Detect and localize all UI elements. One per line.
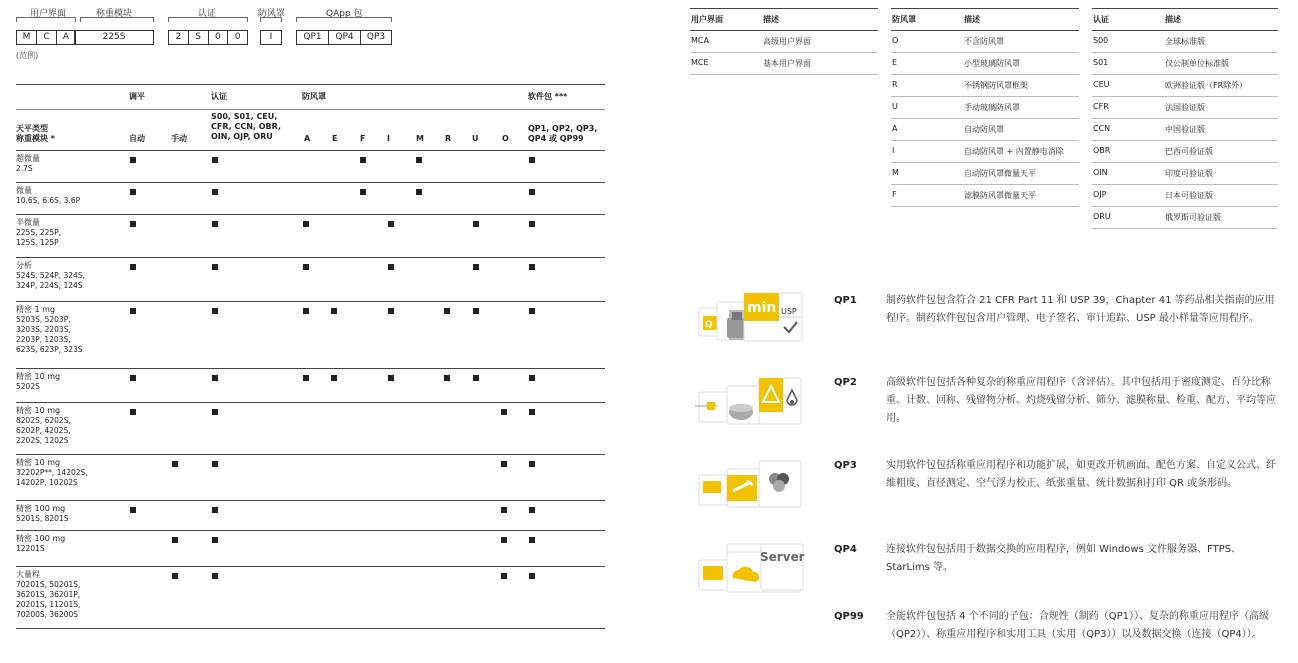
row-label: [16, 305, 83, 355]
availability-mark-sw: [529, 264, 535, 270]
availability-mark-O: [501, 409, 507, 415]
draft-table-row: [891, 31, 1079, 53]
draft-table-description: 小型玻璃防风罩: [964, 59, 1020, 68]
col-type: 天平类型 称重模块 *: [16, 124, 55, 143]
balance-type: 分析: [16, 261, 32, 270]
model-list: 2.7S: [16, 164, 33, 173]
table-row: [16, 182, 605, 215]
availability-mark-sw: [529, 157, 535, 163]
draft-code: I: [269, 32, 273, 42]
header-leveling: 调平: [129, 92, 145, 101]
draft-table-description: 手动玻璃防风罩: [964, 103, 1020, 112]
availability-mark-A: [303, 308, 309, 314]
draft-table-code: I: [892, 146, 895, 155]
availability-mark-O: [501, 507, 507, 513]
availability-mark-sw: [529, 375, 535, 381]
cert-table-row: [1092, 53, 1278, 75]
balance-type: 精密 10 mg: [16, 458, 61, 467]
cert-table-description: 法国验证版: [1165, 103, 1205, 112]
cert-code-box: [168, 30, 248, 45]
label-ui: 用户界面: [30, 9, 67, 19]
availability-mark-auto: [130, 264, 136, 270]
draft-col-A: A: [304, 134, 311, 143]
draft-table-row: [891, 141, 1079, 163]
cert-table-body: [1092, 31, 1278, 229]
draft-table-h2: 描述: [964, 15, 980, 24]
server-connect-icon: [689, 538, 804, 598]
cert-table-description: 仅公制单位标准版: [1165, 59, 1229, 68]
row-label: [16, 186, 80, 206]
cert-table-code: ORU: [1093, 212, 1111, 221]
ui-table-description: 基本用户界面: [763, 59, 811, 68]
bracket: [168, 17, 248, 22]
cert-table-row: [1092, 185, 1278, 207]
cert-table-row: [1092, 119, 1278, 141]
availability-mark-cert: [212, 189, 218, 195]
availability-mark-U: [473, 264, 479, 270]
package-code: QP1: [297, 31, 329, 44]
label-cert: 认证: [198, 9, 217, 19]
row-label: [16, 504, 68, 524]
package-code: QP4: [329, 31, 361, 44]
availability-mark-auto: [130, 189, 136, 195]
package-desc-qp3: 实用软件包包括称重应用程序和功能扩展，如更改开机画面、配色方案、自定义公式、纤维粗度、直径测定、空气浮力校正、纸张重量、统计数据和打印 QR 或条形码。: [886, 460, 1276, 489]
col-cert: S00, S01, CEU, CFR, CCN, OBR, OIN, OJP, ORU: [211, 112, 281, 141]
bracket: [16, 17, 76, 22]
draft-col-I: I: [387, 134, 390, 143]
ui-table-row: [690, 53, 878, 75]
draft-table: [891, 8, 1079, 207]
draft-table-code: U: [892, 102, 898, 111]
availability-mark-I: [388, 308, 394, 314]
availability-mark-O: [501, 573, 507, 579]
availability-mark-manual: [172, 573, 178, 579]
row-label: [16, 218, 61, 248]
cert-table-code: OJP: [1093, 190, 1107, 199]
draft-table-row: [891, 97, 1079, 119]
table-row: [16, 530, 605, 567]
module-code: 225S: [102, 32, 126, 42]
availability-mark-cert: [212, 461, 218, 467]
cert-table-description: 印度可验证版: [1165, 169, 1213, 178]
balance-type: 精密 100 mg: [16, 534, 66, 543]
draft-col-M: M: [416, 134, 424, 143]
table-row: [16, 301, 605, 369]
balance-type: 精密 10 mg: [16, 406, 61, 415]
table-bottom-rule: [16, 628, 605, 629]
draft-table-row: [891, 75, 1079, 97]
package-desc-qp4: 连接软件包包括用于数据交换的应用程序，例如 Windows 文件服务器、FTPS、StarLims 等。: [886, 544, 1242, 573]
cert-table-header: [1092, 8, 1278, 31]
table-row: [16, 454, 605, 501]
availability-mark-sw: [529, 461, 535, 467]
module-code-box: [74, 30, 154, 45]
availability-mark-auto: [130, 409, 136, 415]
package-code: QP3: [366, 32, 386, 42]
table-row: [16, 257, 605, 302]
label-draft: 防风罩: [258, 9, 286, 19]
availability-mark-A: [303, 375, 309, 381]
group-header-row: [16, 84, 605, 110]
utility-tools-icon: [689, 455, 804, 515]
availability-mark-E: [331, 308, 337, 314]
table-row: [16, 368, 605, 403]
availability-mark-I: [388, 221, 394, 227]
balance-type: 精密 10 mg: [16, 372, 61, 381]
cert-table-code: CEU: [1093, 80, 1110, 89]
label-qapp: QApp 包: [326, 9, 363, 19]
row-label: [16, 458, 88, 488]
cert-table-description: 巴西可验证版: [1165, 147, 1213, 156]
draft-table-body: [891, 31, 1079, 207]
availability-mark-manual: [172, 537, 178, 543]
package-desc-qp99: 全能软件包包括 4 个不同的子包：合规性（制药（QP1））、复杂的称重应用程序（高级（QP2））、称重应用程序和实用工具（实用（QP3））以及数据交换（连接（QP4））。: [886, 611, 1269, 640]
cert-table-description: 全球标准版: [1165, 37, 1205, 46]
draft-col-E: E: [332, 134, 338, 143]
availability-mark-sw: [529, 507, 535, 513]
availability-mark-R: [444, 308, 450, 314]
cert-table-row: [1092, 97, 1278, 119]
ui-table-row: [690, 31, 878, 53]
availability-mark-auto: [130, 308, 136, 314]
cert-code: 0: [234, 32, 241, 42]
availability-mark-M: [416, 157, 422, 163]
balance-type: 微量: [16, 186, 32, 195]
ui-code: M: [17, 31, 37, 44]
balance-type: 精密 100 mg: [16, 504, 66, 513]
draft-table-code: A: [892, 124, 898, 133]
availability-mark-F: [360, 189, 366, 195]
table-row: [16, 214, 605, 258]
balance-type: 精密 1 mg: [16, 305, 56, 314]
ui-code: A: [62, 32, 70, 42]
draft-table-code: R: [892, 80, 898, 89]
package-code-qp99: QP99: [834, 611, 864, 622]
bracket: [80, 17, 154, 22]
availability-mark-auto: [130, 375, 136, 381]
model-list: 32202P**, 14202S, 14202P, 10202S: [16, 468, 88, 487]
ui-table-body: [690, 31, 878, 75]
draft-table-description: 自动防风罩微量天平: [964, 169, 1036, 178]
availability-mark-U: [473, 221, 479, 227]
package-code-box: [296, 30, 392, 45]
draft-table-row: [891, 163, 1079, 185]
svg-text:USP: USP: [781, 307, 797, 316]
availability-mark-cert: [212, 157, 218, 163]
row-label: [16, 534, 65, 554]
availability-mark-A: [303, 221, 309, 227]
availability-mark-R: [444, 375, 450, 381]
cert-table-row: [1092, 163, 1278, 185]
draft-table-row: [891, 53, 1079, 75]
cert-table-row: [1092, 207, 1278, 229]
table-row: [16, 566, 605, 627]
server-icon-label: Server: [760, 550, 805, 564]
draft-table-h1: 防风罩: [892, 15, 916, 24]
availability-mark-F: [360, 157, 366, 163]
draft-table-code: E: [892, 58, 898, 67]
table-row: [16, 500, 605, 531]
availability-mark-auto: [130, 157, 136, 163]
ui-table-description: 高级用户界面: [763, 37, 811, 46]
package-code-qp1: QP1: [834, 295, 857, 306]
cert-table-code: OBR: [1093, 146, 1111, 155]
cert-table-h1: 认证: [1093, 15, 1109, 24]
row-label: [16, 372, 60, 392]
ui-table-header: [690, 8, 878, 31]
cert-table-description: 中国验证版: [1165, 125, 1205, 134]
package-code-qp2: QP2: [834, 377, 857, 388]
availability-mark-sw: [529, 308, 535, 314]
model-list: 10.6S, 6.6S, 3.6P: [16, 196, 81, 205]
cert-table-row: [1092, 75, 1278, 97]
availability-mark-sw: [529, 409, 535, 415]
cert-table-row: [1092, 31, 1278, 53]
draft-code-box: [260, 30, 282, 45]
availability-mark-O: [501, 461, 507, 467]
availability-mark-O: [501, 537, 507, 543]
availability-mark-manual: [172, 461, 178, 467]
package-code-qp4: QP4: [834, 544, 857, 555]
draft-table-header: [891, 8, 1079, 31]
header-software: 软件包 ***: [528, 92, 568, 101]
bracket: [296, 17, 392, 22]
ui-code-box: [16, 30, 76, 45]
model-list: 12201S: [16, 544, 45, 553]
availability-mark-U: [473, 375, 479, 381]
draft-table-code: F: [892, 190, 897, 199]
availability-mark-I: [388, 264, 394, 270]
pharma-weighing-icon: [689, 290, 804, 350]
cert-table-description: 日本可验证版: [1165, 191, 1213, 200]
row-label: [16, 406, 71, 446]
draft-col-F: F: [360, 134, 366, 143]
balance-type: 半微量: [16, 218, 40, 227]
cert-table-code: S00: [1093, 36, 1109, 45]
availability-mark-sw: [529, 537, 535, 543]
model-list: 8202S, 6202S, 6202P, 4202S, 2202S, 1202S: [16, 416, 71, 445]
example-note: (范例): [16, 51, 39, 60]
availability-mark-auto: [130, 507, 136, 513]
draft-table-code: O: [892, 36, 899, 45]
package-code-qp3: QP3: [834, 460, 857, 471]
model-list: 524S, 524P, 324S, 324P, 224S, 124S: [16, 271, 85, 290]
availability-mark-cert: [212, 573, 218, 579]
ui-table: [690, 8, 878, 75]
availability-mark-cert: [212, 537, 218, 543]
availability-mark-sw: [529, 189, 535, 195]
cert-code: 0: [209, 31, 229, 44]
draft-table-description: 自动防风罩 + 内置静电消除: [964, 147, 1064, 156]
availability-mark-cert: [212, 308, 218, 314]
draft-table-description: 滤膜防风罩微量天平: [964, 191, 1036, 200]
package-desc-qp2: 高级软件包包括各种复杂的称重应用程序（含评估）。其中包括用于密度测定、百分比称重、计数、回称、残留物分析、灼烧残留分析、筛分、滤膜称量、检重、配方、平均等应用。: [886, 377, 1276, 424]
availability-mark-U: [473, 308, 479, 314]
cert-table-code: OIN: [1093, 168, 1108, 177]
draft-table-row: [891, 119, 1079, 141]
draft-table-description: 不锈钢防风罩框架: [964, 81, 1028, 90]
availability-mark-cert: [212, 409, 218, 415]
availability-mark-M: [416, 189, 422, 195]
model-list: 5203S, 5203P, 3203S, 2203S, 2203P, 1203S, 623S, 623P, 323S: [16, 315, 83, 354]
ui-code: C: [37, 31, 57, 44]
ui-table-code: MCA: [691, 36, 709, 45]
draft-table-description: 不含防风罩: [964, 37, 1004, 46]
ui-table-code: MCE: [691, 58, 709, 67]
draft-col-U: U: [472, 134, 479, 143]
draft-table-description: 自动防风罩: [964, 125, 1004, 134]
row-label: [16, 154, 40, 174]
draft-table-row: [891, 185, 1079, 207]
cert-table-code: S01: [1093, 58, 1109, 67]
model-list: 70201S, 50201S, 36201S, 36201P, 20201S, 11201S, 70200S, 36200S: [16, 580, 81, 619]
ui-table-h2: 描述: [763, 15, 779, 24]
svg-text:min: min: [747, 300, 777, 316]
col-auto: 自动: [129, 134, 145, 143]
table-row: [16, 150, 605, 183]
balance-type: 大量程: [16, 570, 40, 579]
advanced-weighing-icon: [689, 372, 804, 432]
availability-mark-cert: [212, 264, 218, 270]
usp-icon-label: [747, 298, 749, 299]
ui-table-h1: 用户界面: [691, 15, 723, 24]
availability-mark-cert: [212, 221, 218, 227]
availability-mark-E: [331, 375, 337, 381]
cert-table-code: CCN: [1093, 124, 1111, 133]
col-manual: 手动: [171, 134, 187, 143]
draft-col-R: R: [445, 134, 452, 143]
row-label: [16, 261, 85, 291]
package-desc-qp1: 制药软件包包含符合 21 CFR Part 11 和 USP 39，Chapter 41 等药品相关指南的应用程序。制药软件包包含用户管理、电子签名、审计追踪、USP 最小样量等应用程序。: [886, 295, 1275, 324]
cert-table: [1092, 8, 1278, 229]
draft-table-code: M: [892, 168, 899, 177]
availability-mark-cert: [212, 375, 218, 381]
row-label: [16, 570, 80, 620]
cert-table-row: [1092, 141, 1278, 163]
header-draft: 防风罩: [302, 92, 326, 101]
header-cert: 认证: [211, 92, 227, 101]
draft-col-O: O: [502, 134, 509, 143]
cert-code: 2: [169, 31, 189, 44]
model-list: 225S, 225P, 125S, 125P: [16, 228, 62, 247]
cert-table-h2: 描述: [1165, 15, 1181, 24]
availability-mark-sw: [529, 573, 535, 579]
svg-text:Q: Q: [705, 320, 713, 330]
cert-code: S: [189, 31, 209, 44]
availability-mark-A: [303, 264, 309, 270]
table-row: [16, 402, 605, 455]
availability-mark-I: [388, 375, 394, 381]
availability-mark-cert: [212, 507, 218, 513]
bracket: [260, 17, 282, 22]
cert-table-description: 欧洲验证版（FR除外）: [1165, 81, 1248, 90]
availability-mark-auto: [130, 221, 136, 227]
model-list: 5201S, 8201S: [16, 514, 69, 523]
cert-table-code: CFR: [1093, 102, 1109, 111]
model-list: 5202S: [16, 382, 40, 391]
col-software: QP1, QP2, QP3, QP4 或 QP99: [528, 124, 598, 143]
cert-table-description: 俄罗斯可验证版: [1165, 213, 1221, 222]
availability-mark-sw: [529, 221, 535, 227]
balance-type: 超微量: [16, 154, 40, 163]
label-module: 称重模块: [96, 9, 133, 19]
